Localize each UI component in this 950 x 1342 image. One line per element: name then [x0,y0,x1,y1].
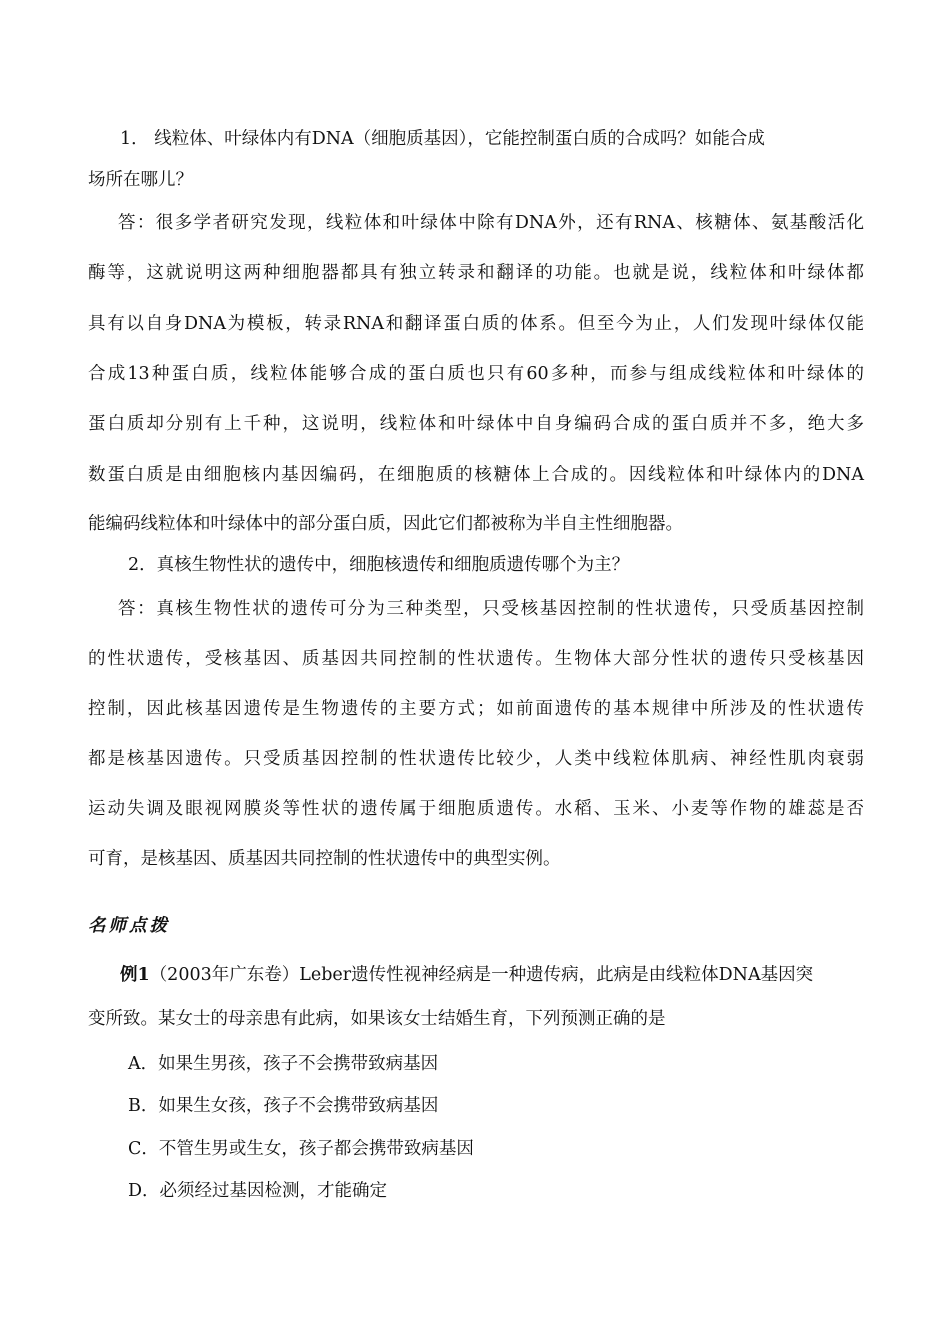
option-a: A．如果生男孩，孩子不会携带致病基因 [128,1054,439,1074]
question-2-title: 2．真核生物性状的遗传中，细胞核遗传和细胞质遗传哪个为主？ [128,555,630,575]
option-c: C．不管生男或生女，孩子都会携带致病基因 [128,1139,474,1159]
answer-1-line: 数蛋白质是由细胞核内基因编码，在细胞质的核糖体上合成的。因线粒体和叶绿体内的DNA [88,465,864,485]
answer-2-line: 控制，因此核基因遗传是生物遗传的主要方式；如前面遗传的基本规律中所涉及的性状遗传 [88,699,864,719]
answer-1-line: 酶等，这就说明这两种细胞器都具有独立转录和翻译的功能。也就是说，线粒体和叶绿体都 [88,263,864,283]
answer-1-line: 蛋白质却分别有上千种，这说明，线粒体和叶绿体中自身编码合成的蛋白质并不多，绝大多 [88,414,864,434]
answer-1-line: 答：很多学者研究发现，线粒体和叶绿体中除有DNA外，还有RNA、核糖体、氨基酸活化 [118,213,864,233]
section-heading: 名师点拨 [88,916,170,936]
answer-2-line: 的性状遗传，受核基因、质基因共同控制的性状遗传。生物体大部分性状的遗传只受核基因 [88,649,864,669]
example-1-line-2: 变所致。某女士的母亲患有此病，如果该女士结婚生育，下列预测正确的是 [88,1009,666,1029]
option-b: B．如果生女孩，孩子不会携带致病基因 [128,1096,439,1116]
answer-2-line: 可育，是核基因、质基因共同控制的性状遗传中的典型实例。 [88,849,561,869]
question-1-title-line-2: 场所在哪儿？ [88,170,193,190]
question-1-title-line-1: 1． 线粒体、叶绿体内有DNA（细胞质基因），它能控制蛋白质的合成吗？如能合成 [120,129,765,149]
example-stem-text: （2003年广东卷）Leber遗传性视神经病是一种遗传病，此病是由线粒体DNA基因突 [149,965,814,985]
option-d: D．必须经过基因检测，才能确定 [128,1181,388,1201]
answer-1-line: 合成13种蛋白质，线粒体能够合成的蛋白质也只有60多种，而参与组成线粒体和叶绿体的 [88,364,864,384]
answer-1-line: 具有以自身DNA为模板，转录RNA和翻译蛋白质的体系。但至今为止，人们发现叶绿体仅能 [88,314,864,334]
answer-2-line: 答：真核生物性状的遗传可分为三种类型，只受核基因控制的性状遗传，只受质基因控制 [118,599,864,619]
example-1-line-1 [120,963,813,987]
answer-2-line: 都是核基因遗传。只受质基因控制的性状遗传比较少，人类中线粒体肌病、神经性肌肉衰弱 [88,749,864,769]
example-label: 例1 [120,965,150,985]
answer-2-line: 运动失调及眼视网膜炎等性状的遗传属于细胞质遗传。水稻、玉米、小麦等作物的雄蕊是否 [88,799,864,819]
answer-1-line: 能编码线粒体和叶绿体中的部分蛋白质，因此它们都被称为半自主性细胞器。 [88,514,683,534]
